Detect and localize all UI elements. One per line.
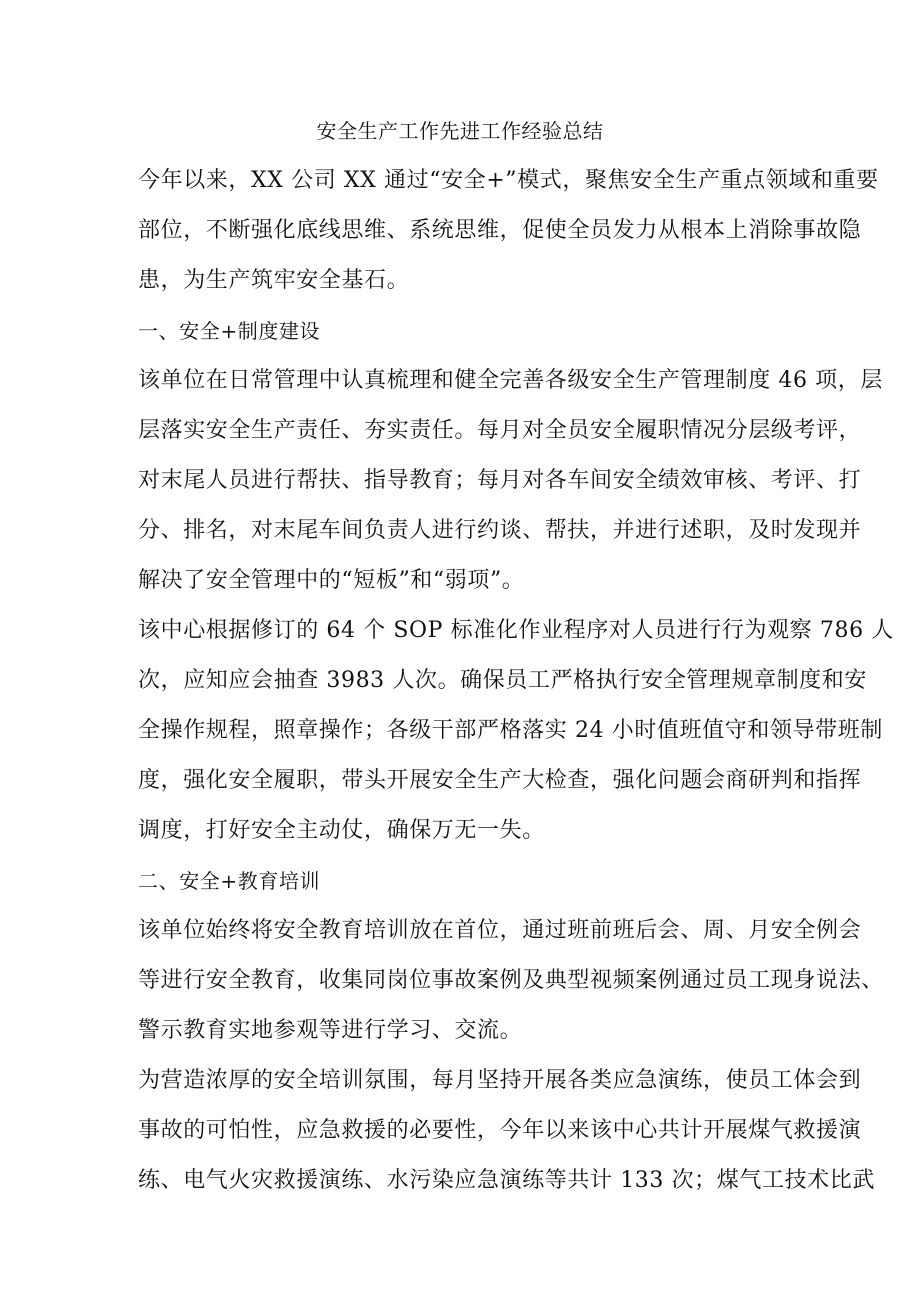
paragraph-line: 调度，打好安全主动仗，确保万无一失。	[138, 818, 545, 843]
paragraph-line: 为营造浓厚的安全培训氛围，每月坚持开展各类应急演练，使员工体会到	[138, 1068, 862, 1093]
paragraph-line: 对末尾人员进行帮扶、指导教育；每月对各车间安全绩效审核、考评、打	[138, 468, 862, 493]
paragraph-line: 警示教育实地参观等进行学习、交流。	[138, 1018, 523, 1043]
paragraph-line: 练、电气火灾救援演练、水污染应急演练等共计 133 次；煤气工技术比武	[138, 1168, 875, 1193]
section-heading: 一、安全+制度建设	[138, 319, 321, 343]
paragraph-line: 次，应知应会抽查 3983 人次。确保员工严格执行安全管理规章制度和安	[138, 668, 867, 693]
paragraph-line: 患，为生产筑牢安全基石。	[138, 268, 410, 293]
paragraph-line: 等进行安全教育，收集同岗位事故案例及典型视频案例通过员工现身说法、	[138, 968, 884, 993]
paragraph-line: 度，强化安全履职，带头开展安全生产大检查，强化问题会商研判和指挥	[138, 768, 862, 793]
section-heading: 二、安全+教育培训	[138, 869, 321, 893]
paragraph-line: 全操作规程，照章操作；各级干部严格落实 24 小时值班值守和领导带班制	[138, 718, 883, 743]
document-title: 安全生产工作先进工作经验总结	[316, 119, 604, 143]
paragraph-line: 解决了安全管理中的“短板”和“弱项”。	[138, 568, 525, 593]
paragraph-line: 该中心根据修订的 64 个 SOP 标准化作业程序对人员进行行为观察 786 人	[138, 618, 894, 643]
paragraph-line: 层落实安全生产责任、夯实责任。每月对全员安全履职情况分层级考评，	[138, 418, 862, 443]
paragraph-line: 该单位在日常管理中认真梳理和健全完善各级安全生产管理制度 46 项，层	[138, 368, 883, 393]
paragraph-line: 分、排名，对末尾车间负责人进行约谈、帮扶，并进行述职，及时发现并	[138, 518, 862, 543]
paragraph-line: 事故的可怕性，应急救援的必要性，今年以来该中心共计开展煤气救援演	[138, 1118, 862, 1143]
paragraph-line: 部位，不断强化底线思维、系统思维，促使全员发力从根本上消除事故隐	[138, 218, 862, 243]
paragraph-line: 该单位始终将安全教育培训放在首位，通过班前班后会、周、月安全例会	[138, 918, 862, 943]
paragraph-line: 今年以来，XX 公司 XX 通过“安全+”模式，聚焦安全生产重点领域和重要	[138, 168, 879, 193]
